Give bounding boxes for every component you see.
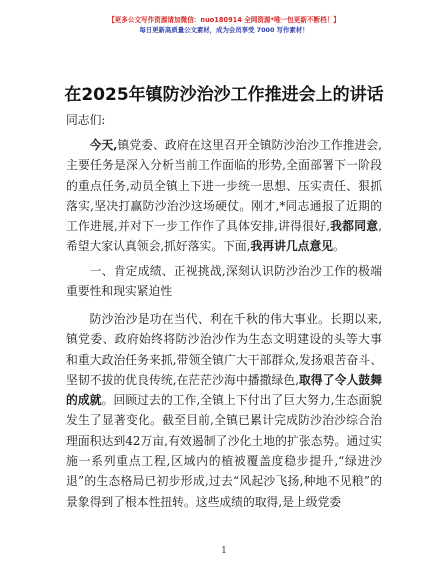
paragraph-1-lead: 今天, [89,138,118,152]
document-title: 在2025年镇防沙治沙工作推进会上的讲话 [64,85,384,105]
section-1-heading: 一、肯定成绩、正视挑战,深刻认识防沙治沙工作的极端重要性和现实紧迫性 [66,264,382,299]
paragraph-1-text-a: 镇党委、政府在这里召开全镇防沙治沙工作推进会,主要任务是深入分析当前工作面临的形势,全面部署下一阶段的重点任务,动员全镇上下进一步统一思想、压实责任、狠抓落实,坚决打赢防沙治沙这场硬仗。刚才,*同志通报了近期的工作进展,并对下一步工作作了具体安排,讲得很好, [66,138,382,234]
promo-banner-line-2: 每日更新高质量公文素材，成为会员享受 7000 写作素材！ [139,26,309,34]
paragraph-2-text-c: 。回顾过去的工作,全镇上下付出了巨大努力,生态面貌发生了显著变化。截至目前,全镇已累计完成防沙治沙综合治理面积达到42万亩,有效遏制了沙化土地的扩张态势。通过实施一系列重点工程,区域内的植被覆盖度稳步提升,“绿进沙退”的生态格局已初步形成,过去“风起沙飞扬,种地不见粮”的景象得到了根本性扭转。这些成绩的取得,是上级党委 [66,393,382,509]
paragraph-1 [66,135,382,257]
page-number: 1 [221,546,227,556]
paragraph-1-text-e: 。 [333,239,345,254]
salutation: 同志们: [66,113,106,127]
paragraph-2 [66,309,382,512]
paragraph-1-bold-d: 我再讲几点意见 [250,239,334,254]
paragraph-1-text-c: ,希望大家认真领会,抓好落实。下面, [66,219,382,254]
paragraph-2-bold-b: 取得了令人鼓舞的成就 [66,372,382,408]
paragraph-2-text-a: 防沙治沙是功在当代、利在千秋的伟大事业。长期以来,镇党委、政府始终将防沙治沙作为生态文明建设的头等大事和重大政治任务来抓,带领全镇广大干部群众,发扬艰苦奋斗、坚韧不拔的优良传统,在茫茫沙海中播撒绿色, [66,312,382,387]
paragraph-1-bold-b: 我都同意 [329,219,379,234]
promo-banner-line-1: 【更多公文写作资源请加微信：nuo180914 全网资源*唯一包更新不断档！】 [108,16,340,24]
